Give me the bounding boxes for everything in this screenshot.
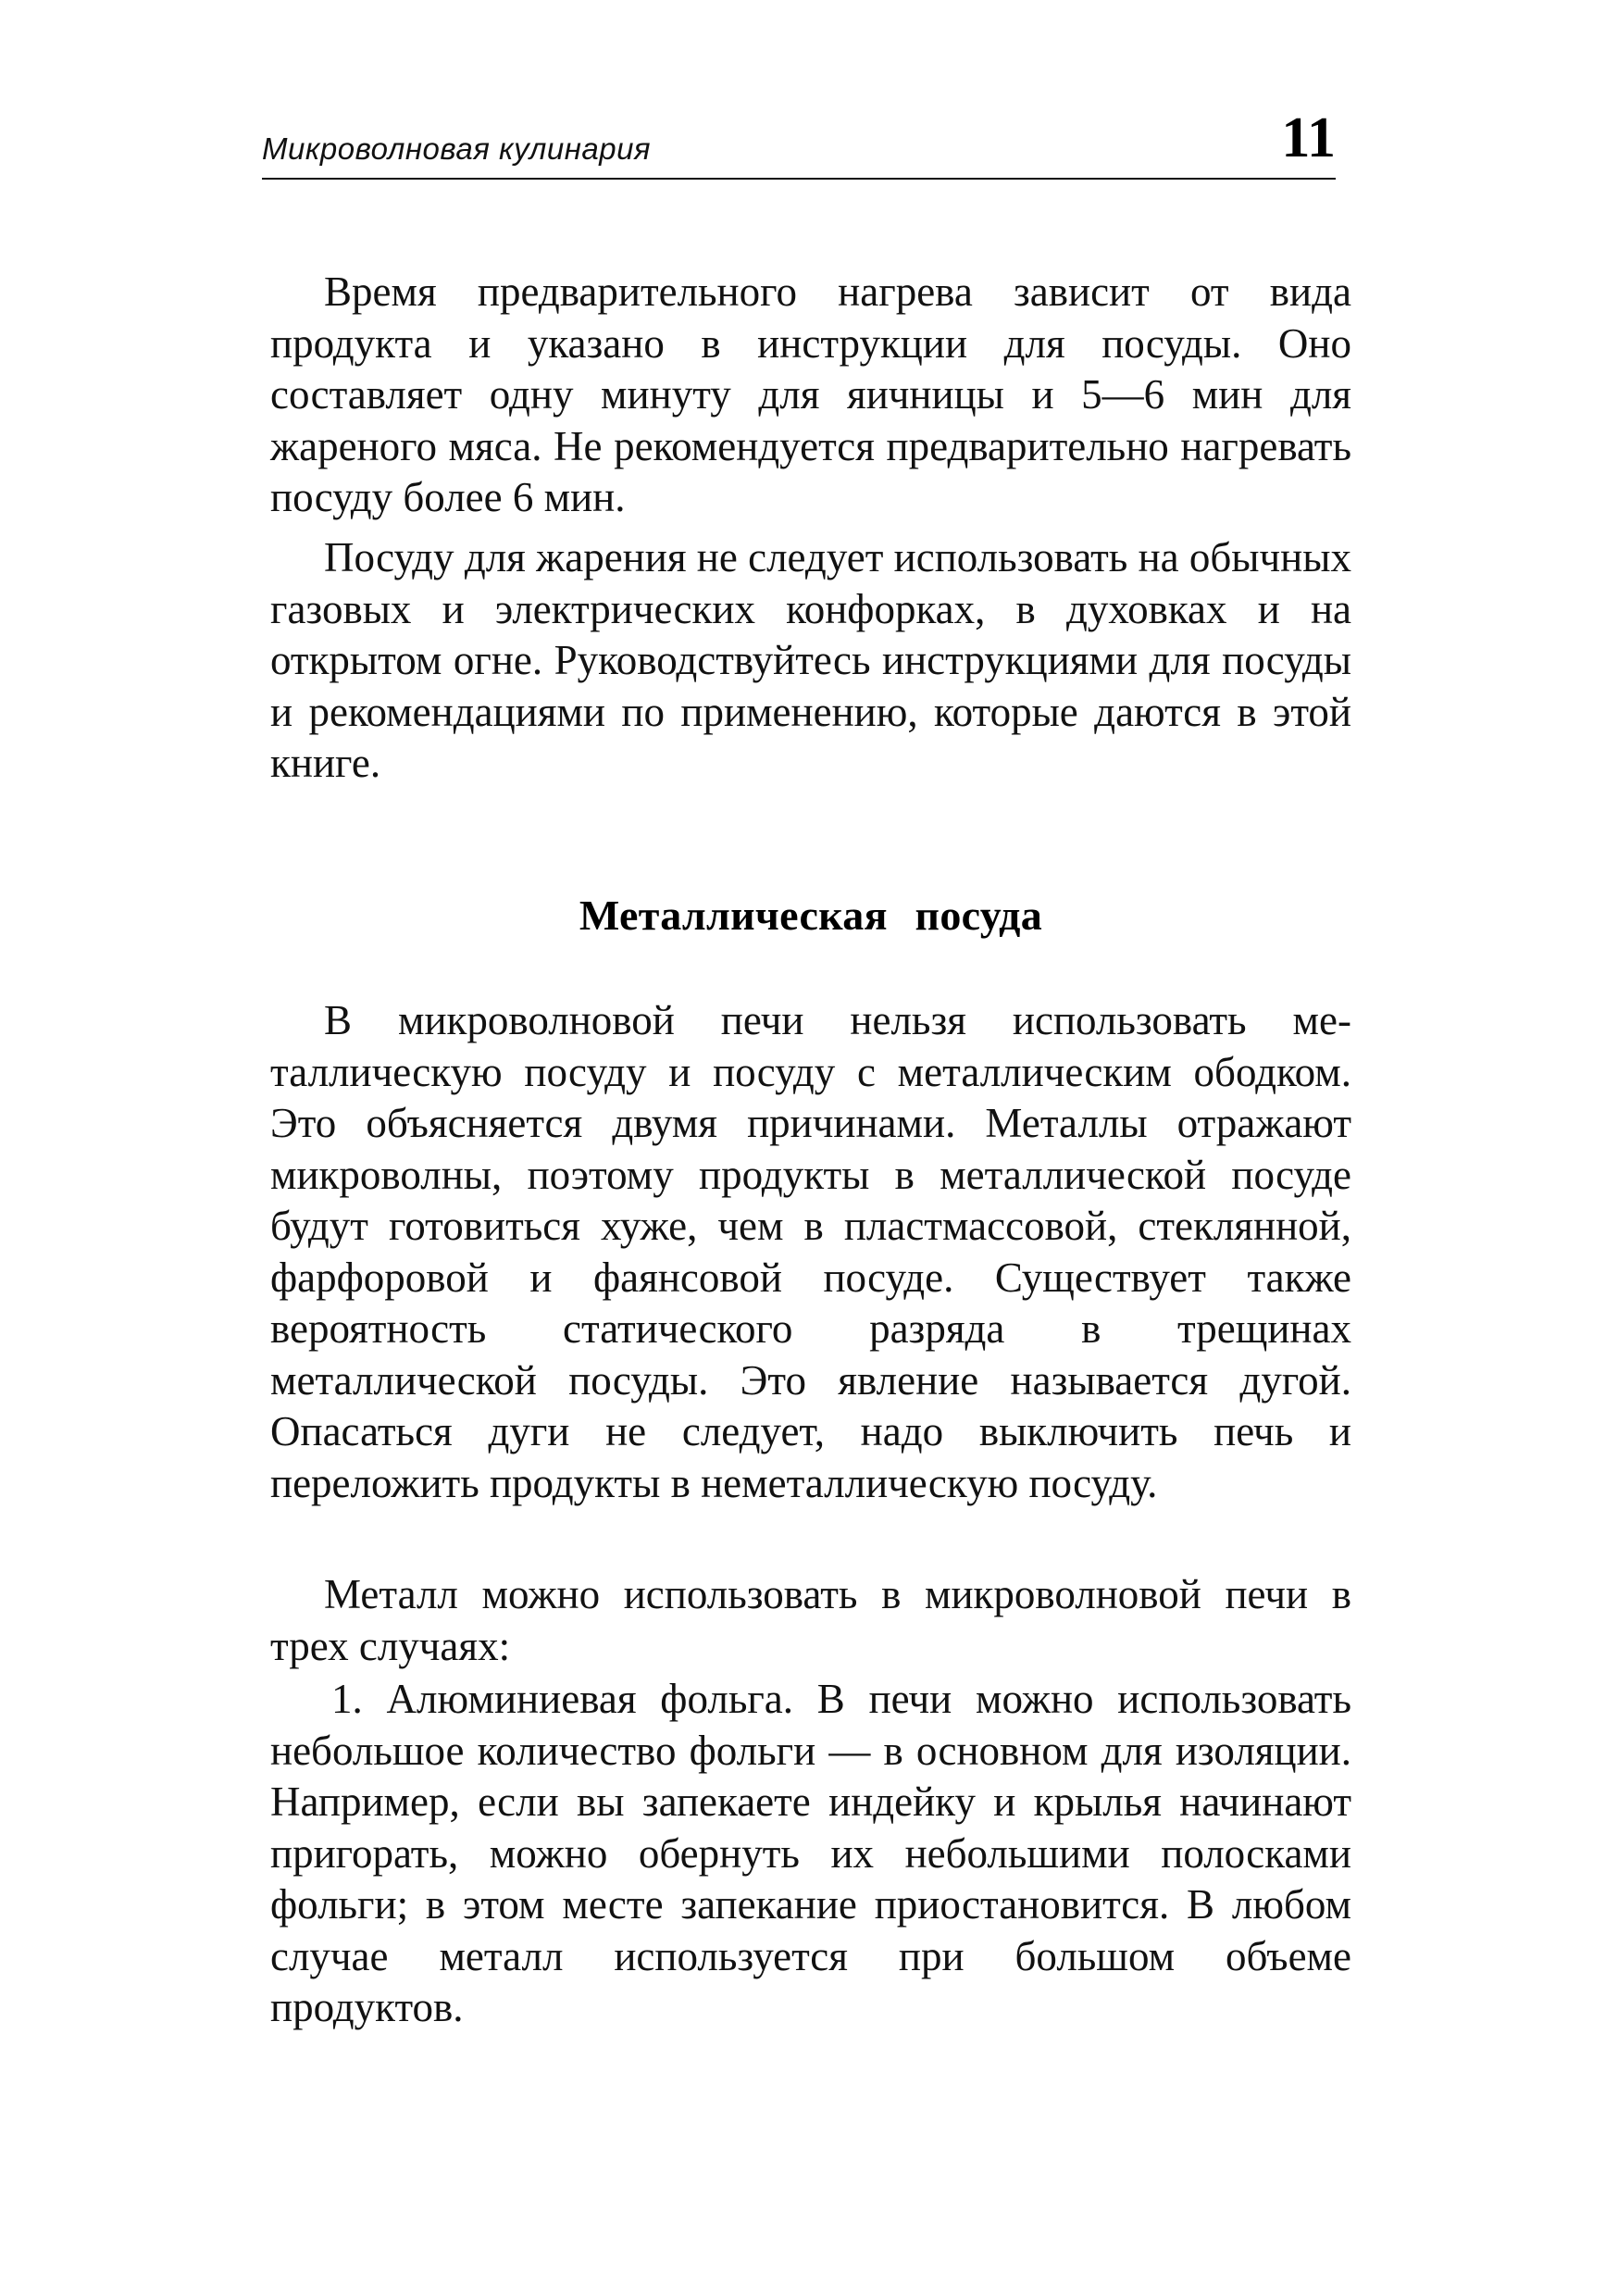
paragraph-preheat-time xyxy=(270,267,1351,524)
page-header xyxy=(262,104,1336,178)
section-heading-metal-cookware: Металлическая посуда xyxy=(579,892,1043,939)
list-item-text: 1. Алюминиевая фольга. В печи можно использовать небольшое количество фольги — в основном для изоляции. Например, если вы запекаете индейку и крылья начинают пригорать, можно обернуть их небольшими полосками фольги; в этом месте запекание приостановится. В любом случае металл используется при большом объеме продуктов. xyxy=(270,1676,1351,2030)
list-item-aluminum-foil xyxy=(270,1674,1351,2034)
paragraph-text: В микроволновой печи нельзя использовать металлическую посуду и посуду с металлическим ободком. Это объясняется двумя причинами. Металлы отражают микроволны, поэтому продукты в металлической посуде будут готовиться хуже, чем в пластмассовой, стеклянной, фарфоровой и фаянсовой посуде. Существует также вероятность статического разряда в трещинах металлической посуды. Это явление называется дугой. Опасаться дуги не следует, надо выключить печь и переложить продукты в неметаллическую посуду. xyxy=(270,997,1351,1506)
paragraph-metal-cases-intro xyxy=(270,1569,1351,1672)
paragraph-text: Посуду для жарения не следует использовать на обычных газовых и электрических конфорках, в духовках и на открытом огне. Руководствуйтесь инструкциями для посуды и рекомендациями по применению, которые даются в этой книге. xyxy=(270,534,1351,786)
paragraph-frying-dish-usage xyxy=(270,532,1351,790)
paragraph-text: Металл можно использовать в микроволновой печи в трех случаях: xyxy=(270,1571,1351,1669)
paragraph-text: Время предварительного нагрева зависит от вида продукта и указано в инструкции для посуды. Оно составляет одну минуту для яичницы и 5—6 мин для жареного мяса. Не рекомендуется предварительно нагревать посуду более 6 мин. xyxy=(270,268,1351,520)
page-number: 11 xyxy=(1281,106,1336,169)
running-title: Микроволновая кулинария xyxy=(262,131,652,166)
paragraph-metal-cookware xyxy=(270,995,1351,1509)
header-rule xyxy=(262,178,1336,180)
